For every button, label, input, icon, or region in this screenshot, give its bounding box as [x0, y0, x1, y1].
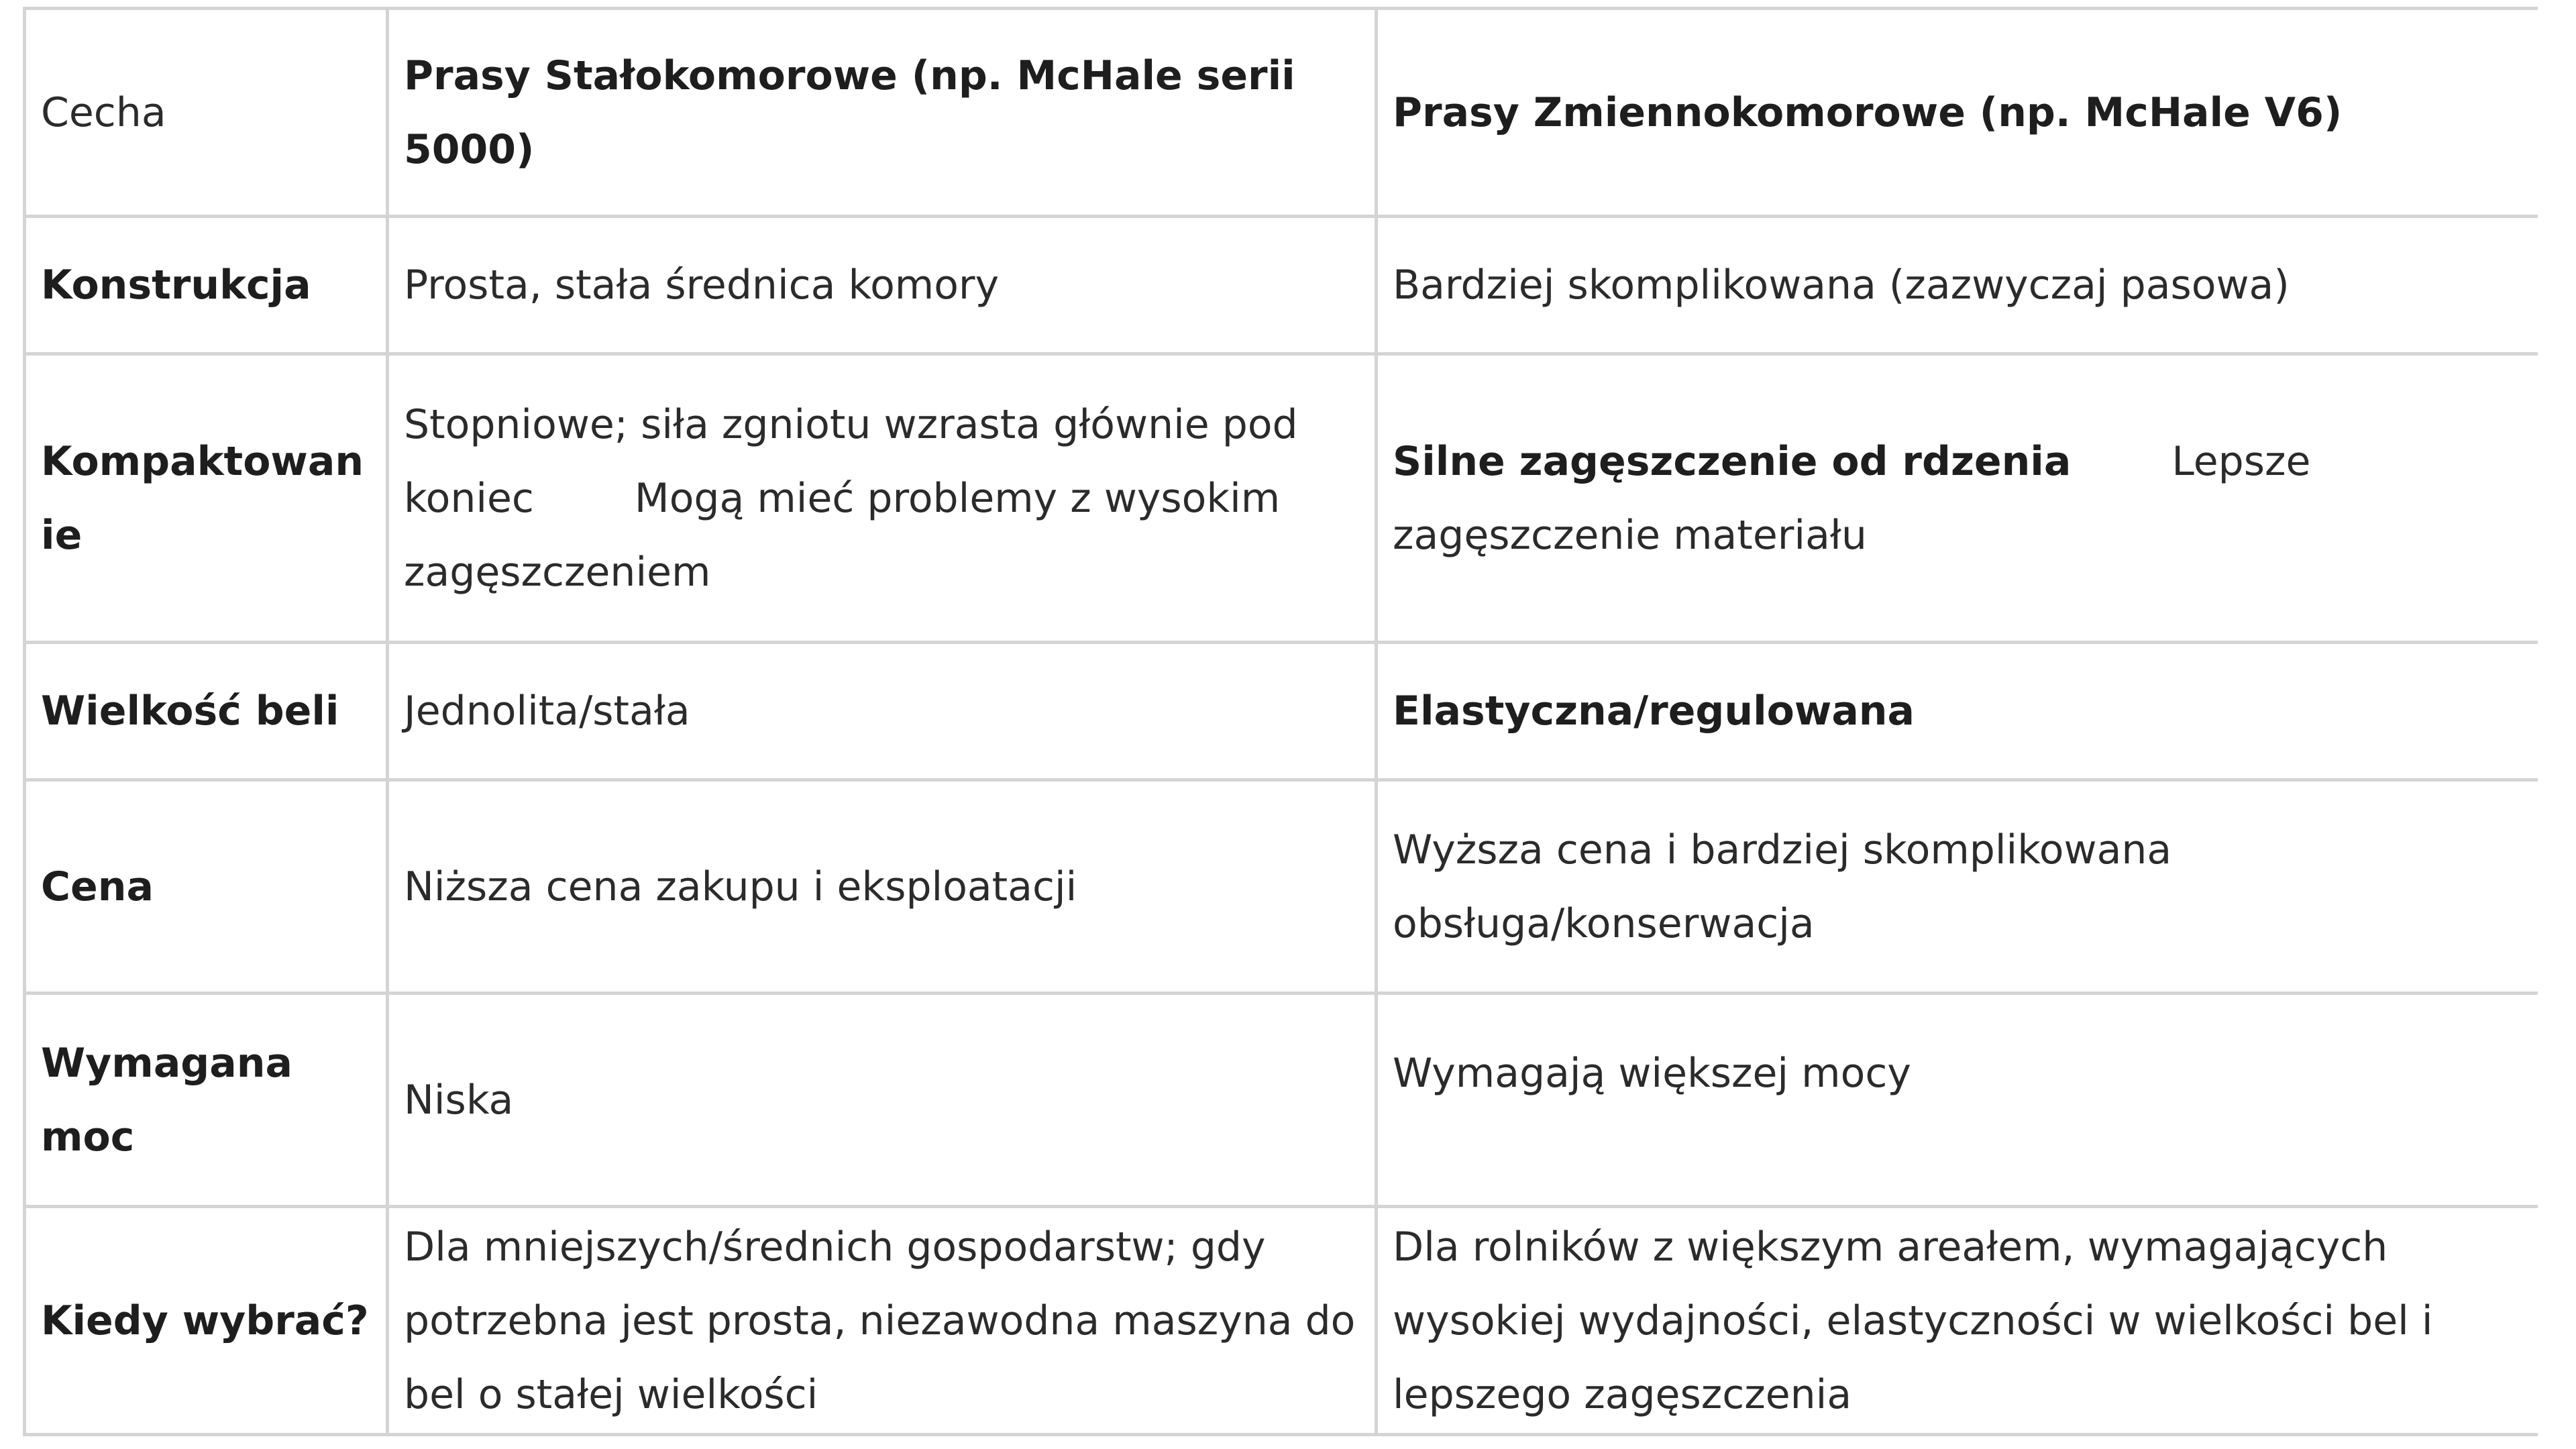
header-variable-chamber: Prasy Zmiennokomorowe (np. McHale V6)	[1377, 9, 2538, 217]
table-header-row	[25, 9, 2538, 217]
cell-variable-compaction	[1377, 354, 2538, 643]
cell-fixed-bale-size: Jednolita/stała	[388, 643, 1377, 780]
row-feature-power: Wymagana moc	[25, 994, 388, 1207]
row-feature-compaction: Kompaktowanie	[25, 354, 388, 643]
fixed-compaction-text-a: Stopniowe; siła zgniotu wzrasta głównie pod koniec	[404, 400, 1298, 522]
table-row	[25, 643, 2538, 780]
cell-fixed-compaction	[388, 354, 1377, 643]
table-row	[25, 217, 2538, 354]
comparison-table	[23, 7, 2538, 1436]
row-feature-construction: Konstrukcja	[25, 217, 388, 354]
header-feature: Cecha	[25, 9, 388, 217]
row-feature-price: Cena	[25, 780, 388, 994]
cell-fixed-power: Niska	[388, 994, 1377, 1207]
fixed-compaction-text-b: Mogą mieć problemy z wysokim zagęszczeniem	[404, 474, 1281, 596]
table-row	[25, 354, 2538, 643]
row-feature-bale-size: Wielkość beli	[25, 643, 388, 780]
table-row	[25, 1207, 2538, 1435]
cell-variable-power: Wymagają większej mocy	[1377, 994, 2538, 1207]
table-row	[25, 994, 2538, 1207]
cell-variable-when-to-choose: Dla rolników z większym areałem, wymagających wysokiej wydajności, elastyczności w wielkości bel i lepszego zagęszczenia	[1377, 1207, 2538, 1435]
cell-variable-price: Wyższa cena i bardziej skomplikowana obsługa/konserwacja	[1377, 780, 2538, 994]
cell-fixed-when-to-choose: Dla mniejszych/średnich gospodarstw; gdy potrzebna jest prosta, niezawodna maszyna do bel o stałej wielkości	[388, 1207, 1377, 1435]
row-feature-when-to-choose: Kiedy wybrać?	[25, 1207, 388, 1435]
variable-compaction-text-b: Lepsze zagęszczenie materiału	[1393, 437, 2311, 559]
cell-variable-construction: Bardziej skomplikowana (zazwyczaj pasowa)	[1377, 217, 2538, 354]
variable-compaction-text-a: Silne zagęszczenie od rdzenia	[1393, 437, 2072, 485]
header-fixed-chamber: Prasy Stałokomorowe (np. McHale serii 5000)	[388, 9, 1377, 217]
table-row	[25, 780, 2538, 994]
cell-fixed-price: Niższa cena zakupu i eksploatacji	[388, 780, 1377, 994]
cell-fixed-construction: Prosta, stała średnica komory	[388, 217, 1377, 354]
cell-variable-bale-size: Elastyczna/regulowana	[1377, 643, 2538, 780]
